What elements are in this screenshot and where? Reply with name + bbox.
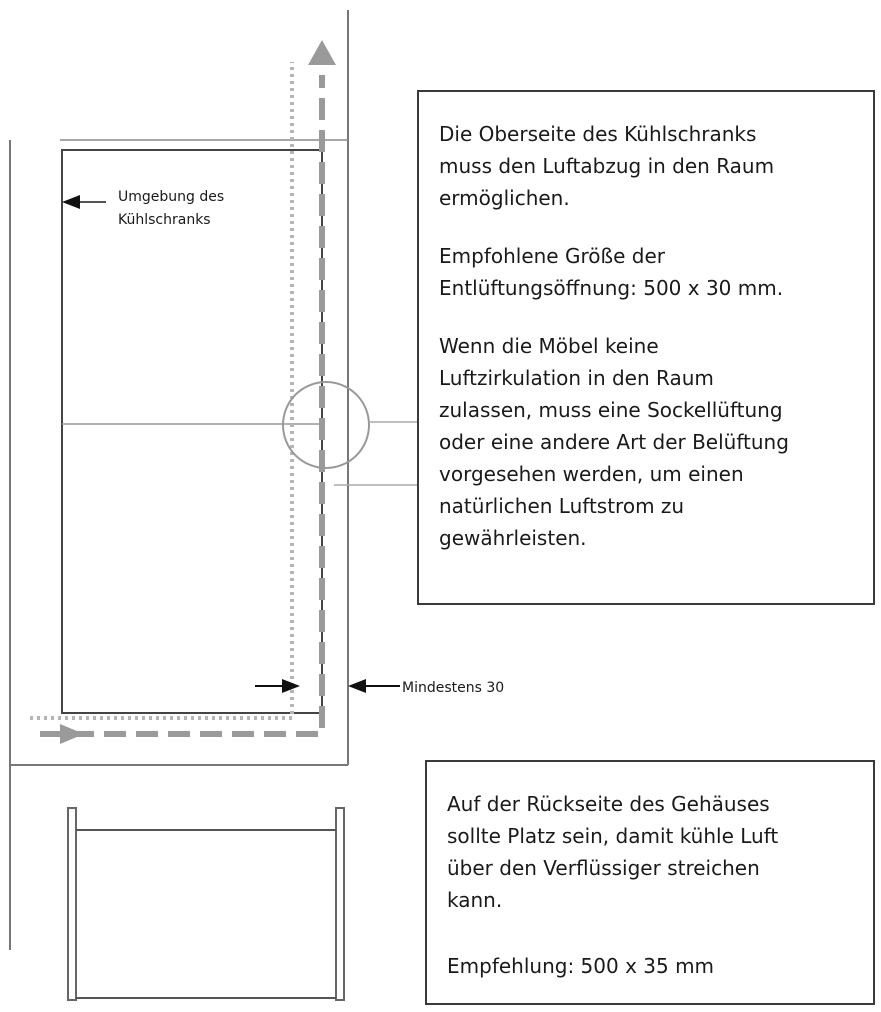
top-paragraph-1: [439, 118, 855, 214]
airflow-dotted-path: [30, 62, 292, 718]
text-line: muss den Luftabzug in den Raum: [439, 154, 775, 178]
airflow-dashed-path: [40, 75, 322, 734]
text-line: Luftzirkulation in den Raum: [439, 366, 714, 390]
detail-circle: [283, 382, 369, 468]
text-line: Auf der Rückseite des Gehäuses: [447, 792, 770, 816]
text-line: Empfohlene Größe der: [439, 244, 665, 268]
minimum-gap-label: Mindestens 30: [402, 680, 505, 696]
text-line: Empfehlung: 500 x 35 mm: [447, 954, 715, 978]
plinth-left-post: [68, 808, 76, 1000]
text-line: gewährleisten.: [439, 526, 587, 550]
text-line: ermöglichen.: [439, 186, 570, 210]
bottom-paragraph-2: [447, 950, 855, 982]
text-line: zulassen, muss eine Sockellüftung: [439, 398, 783, 422]
bottom-info-box: [425, 760, 875, 1005]
min-arrow-right-head: [348, 679, 366, 693]
airflow-up-arrowhead: [308, 40, 336, 65]
surroundings-label-line1: Umgebung des: [118, 189, 225, 205]
text-line: Entlüftungsöffnung: 500 x 30 mm.: [439, 276, 784, 300]
text-line: oder eine andere Art der Belüftung: [439, 430, 789, 454]
text-line: Die Oberseite des Kühlschranks: [439, 122, 757, 146]
surroundings-arrow-head: [62, 195, 80, 209]
text-line: kann.: [447, 888, 503, 912]
plinth-right-post: [336, 808, 344, 1000]
top-info-box: [417, 90, 875, 605]
top-paragraph-3: [439, 330, 855, 554]
text-line: über den Verflüssiger streichen: [447, 856, 760, 880]
text-line: vorgesehen werden, um einen: [439, 462, 744, 486]
top-paragraph-2: [439, 240, 855, 304]
text-line: Wenn die Möbel keine: [439, 334, 659, 358]
surroundings-label: [118, 186, 224, 232]
text-line: sollte Platz sein, damit kühle Luft: [447, 824, 779, 848]
bottom-paragraph-1: [447, 788, 855, 916]
airflow-in-arrowhead: [60, 724, 84, 744]
text-line: natürlichen Luftstrom zu: [439, 494, 685, 518]
surroundings-label-line2: Kühlschranks: [118, 212, 211, 228]
